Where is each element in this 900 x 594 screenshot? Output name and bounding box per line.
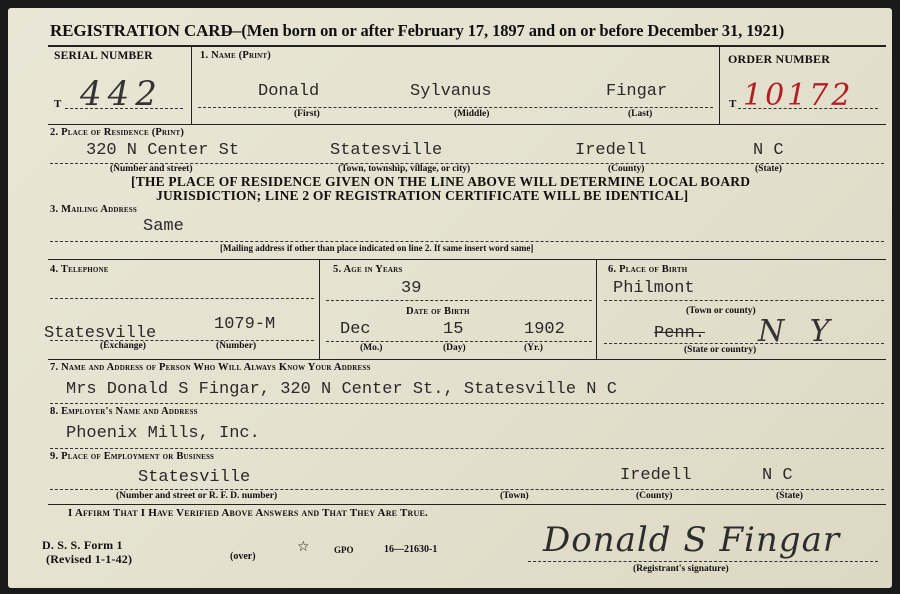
mailing-value: Same <box>143 217 184 236</box>
row-rule-2 <box>48 259 886 260</box>
birth-date-line <box>326 341 592 342</box>
birth-day-caption: (Day) <box>443 343 466 353</box>
order-prefix: T <box>729 98 737 110</box>
middle-name-value: Sylvanus <box>410 82 492 101</box>
residence-state-value: N C <box>753 141 784 160</box>
row-rule-4 <box>48 504 886 505</box>
residence-county-caption: (County) <box>608 164 645 174</box>
residence-notice-line-2: JURISDICTION; LINE 2 OF REGISTRATION CERTIFICATE WILL BE IDENTICAL] <box>156 188 689 203</box>
telephone-number-caption: (Number) <box>216 341 257 351</box>
residence-street-value: 320 N Center St <box>86 141 240 160</box>
birthplace-state-struck: Penn. <box>654 324 706 343</box>
telephone-label: 4. Telephone <box>50 264 109 275</box>
name-label: 1. Name (Print) <box>200 50 271 61</box>
contact-label: 7. Name and Address of Person Who Will Always Know Your Address <box>50 362 371 373</box>
last-name-caption: (Last) <box>628 109 653 119</box>
birthplace-state-caption: (State or country) <box>684 345 757 355</box>
gpo-label: GPO <box>334 545 354 555</box>
mailing-label: 3. Mailing Address <box>50 204 137 215</box>
birth-year-caption: (Yr.) <box>524 343 543 353</box>
residence-notice-line-1: [THE PLACE OF RESIDENCE GIVEN ON THE LINE ABOVE WILL DETERMINE LOCAL BOARD <box>131 174 751 189</box>
employment-county-caption: (County) <box>636 491 673 501</box>
card-subtitle: —(Men born on or after February 17, 1897 and on or before December 31, 1921) <box>225 21 785 40</box>
residence-label: 2. Place of Residence (Print) <box>50 127 185 138</box>
signature-line <box>528 561 878 562</box>
mailing-line <box>50 241 884 242</box>
residence-state-caption: (State) <box>755 164 782 174</box>
employer-label: 8. Employer's Name and Address <box>50 406 198 417</box>
card-title: REGISTRATION CARD <box>50 21 233 40</box>
registration-card <box>8 8 892 588</box>
order-divider <box>719 45 720 124</box>
employment-street-caption: (Number and street or R. F. D. number) <box>116 491 278 501</box>
age-birthplace-divider <box>596 259 597 359</box>
contact-value: Mrs Donald S Fingar, 320 N Center St., Statesville N C <box>66 380 617 399</box>
birthplace-line <box>604 300 884 301</box>
telephone-number-value: 1079-M <box>214 315 276 334</box>
date-of-birth-label: Date of Birth <box>406 306 470 317</box>
employment-street-value: Statesville <box>138 468 251 487</box>
signature-caption: (Registrant's signature) <box>633 564 729 574</box>
birth-month-caption: (Mo.) <box>360 343 383 353</box>
employment-town-caption: (Town) <box>500 491 529 501</box>
residence-town-value: Statesville <box>330 141 443 160</box>
age-line <box>326 300 592 301</box>
form-revision: (Revised 1-1-42) <box>46 552 133 566</box>
telephone-exchange-value: Statesville <box>44 324 157 343</box>
over-note: (over) <box>230 551 256 562</box>
employment-label: 9. Place of Employment or Business <box>50 451 215 462</box>
employer-line <box>50 448 884 449</box>
age-value: 39 <box>401 279 422 298</box>
telephone-exchange-caption: (Exchange) <box>100 341 146 351</box>
first-name-value: Donald <box>258 82 320 101</box>
top-rule <box>48 45 886 47</box>
birthplace-state-line <box>604 343 884 344</box>
serial-divider <box>191 45 192 124</box>
employment-state-caption: (State) <box>776 491 803 501</box>
birth-year-value: 1902 <box>524 320 565 339</box>
birthplace-state-handwritten: N Y <box>758 314 838 349</box>
birthplace-town-caption: (Town or county) <box>686 306 756 316</box>
order-line <box>738 108 878 109</box>
serial-number-value: 442 <box>80 74 163 114</box>
residence-county-value: Iredell <box>575 141 647 160</box>
affirmation-text: I Affirm That I Have Verified Above Answers and That They Are True. <box>68 507 428 519</box>
telephone-line <box>50 340 314 341</box>
birth-month-value: Dec <box>340 320 371 339</box>
telephone-upper-line <box>50 298 314 299</box>
serial-prefix: T <box>54 98 62 110</box>
last-name-value: Fingar <box>606 82 668 101</box>
residence-town-caption: (Town, township, village, or city) <box>338 164 471 174</box>
star-icon: ☆ <box>297 539 310 555</box>
birthplace-label: 6. Place of Birth <box>608 264 688 275</box>
first-name-caption: (First) <box>294 109 320 119</box>
age-label: 5. Age in Years <box>333 264 403 275</box>
employer-value: Phoenix Mills, Inc. <box>66 424 260 443</box>
serial-number-label: SERIAL NUMBER <box>54 50 153 62</box>
employment-state-value: N C <box>762 466 793 485</box>
mailing-note: [Mailing address if other than place indicated on line 2. If same insert word same] <box>220 243 534 253</box>
contact-line <box>50 403 884 404</box>
registrant-signature: Donald S Fingar <box>543 520 841 560</box>
name-line <box>198 107 713 108</box>
order-number-label: ORDER NUMBER <box>728 52 831 66</box>
telephone-age-divider <box>319 259 320 359</box>
residence-street-caption: (Number and street) <box>110 164 193 174</box>
form-number: D. S. S. Form 1 <box>42 538 123 552</box>
employment-county-value: Iredell <box>620 466 692 485</box>
serial-line <box>65 108 183 109</box>
row-rule-1 <box>48 124 886 125</box>
employment-line <box>50 489 884 490</box>
order-number-value: 10172 <box>743 78 854 113</box>
gpo-number: 16—21630-1 <box>384 544 438 555</box>
birthplace-town-value: Philmont <box>613 279 695 298</box>
middle-name-caption: (Middle) <box>454 109 490 119</box>
birth-day-value: 15 <box>443 320 464 339</box>
row-rule-3 <box>48 359 886 360</box>
